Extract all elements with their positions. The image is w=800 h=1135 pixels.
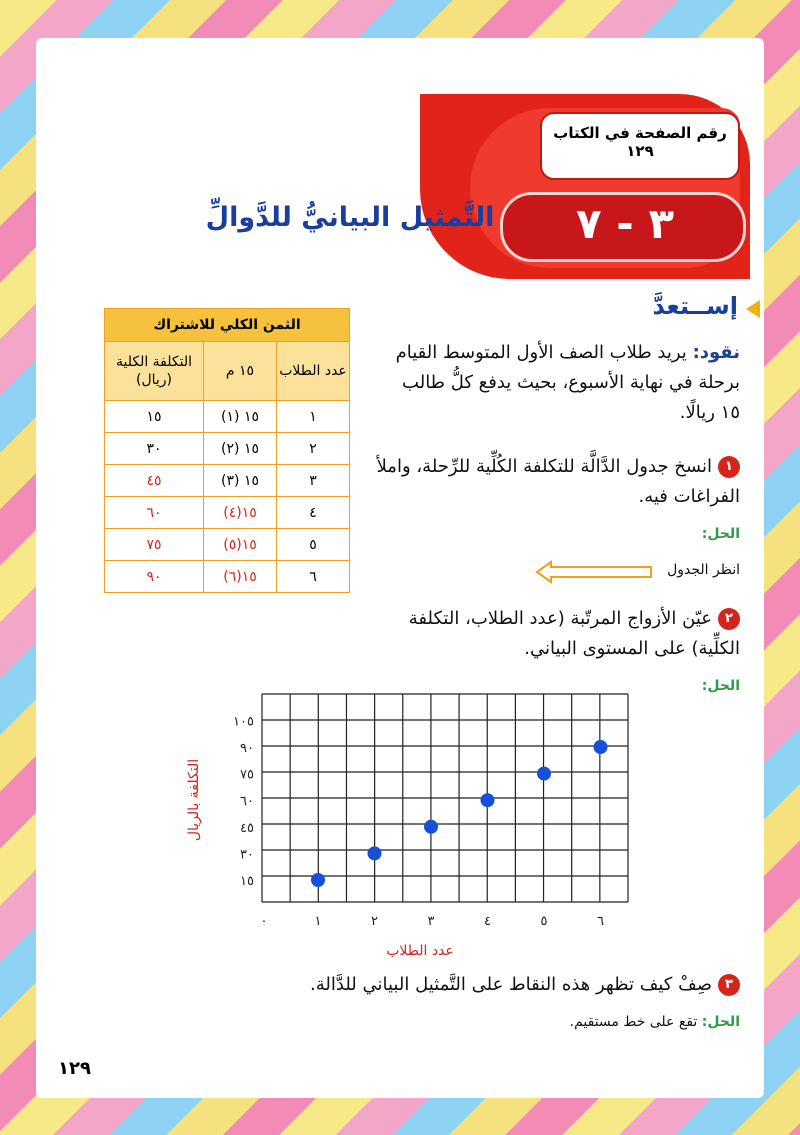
y-tick-label: ٤٥ xyxy=(240,820,254,836)
data-point xyxy=(481,793,495,807)
table-cell: ٥ xyxy=(277,529,350,561)
table-row xyxy=(105,401,350,433)
y-tick-label: ٩٠ xyxy=(240,741,254,756)
book-page-number: ١٢٩ xyxy=(626,142,654,160)
question-3 xyxy=(260,970,740,1000)
y-tick-label: ٣٠ xyxy=(240,847,254,863)
question-3-answer-line xyxy=(440,1014,740,1030)
y-axis-label: التكلفة بالريال xyxy=(186,758,202,842)
subscription-table xyxy=(104,308,350,593)
question-1-answer: انظر الجدول xyxy=(667,562,740,578)
table-cell: ٢ xyxy=(277,433,350,465)
table-cell: ١٥(٦) xyxy=(204,561,277,593)
table-cell: ٣٠ xyxy=(105,433,204,465)
x-tick-label: ٥ xyxy=(540,914,548,929)
question-1-solution-label: الحل: xyxy=(701,526,740,542)
question-2-number: ٢ xyxy=(718,608,740,630)
book-page-label: رقم الصفحة في الكتاب xyxy=(553,124,727,142)
table-row xyxy=(105,433,350,465)
data-point xyxy=(424,820,438,834)
page-number: ١٢٩ xyxy=(58,1058,91,1079)
table-cell: ٧٥ xyxy=(105,529,204,561)
question-1-text: انسخ جدول الدَّالَّة للتكلفة الكُلِّية للرِّحلة، واملأ الفراغات فيه. xyxy=(376,456,740,507)
question-3-solution-label: الحل: xyxy=(701,1014,740,1030)
table-row xyxy=(105,529,350,561)
section-heading: إســتعدَّ xyxy=(652,292,738,320)
table-cell: ١٥ (١) xyxy=(204,401,277,433)
table-row xyxy=(105,465,350,497)
table-row xyxy=(105,497,350,529)
y-tick-label: ١٠٥ xyxy=(233,714,254,730)
table-cell: ٤ xyxy=(277,497,350,529)
data-point xyxy=(311,873,325,887)
table-cell: ٩٠ xyxy=(105,561,204,593)
question-3-text: صِفْ كيف تظهر هذه النقاط على التَّمثيل البياني للدَّالة. xyxy=(310,974,712,995)
table-header-students: عدد الطلاب xyxy=(277,342,350,401)
table-cell: ٤٥ xyxy=(105,465,204,497)
question-1 xyxy=(360,452,740,512)
table-cell: ١٥(٤) xyxy=(204,497,277,529)
table-cell: ١٥ (٣) xyxy=(204,465,277,497)
x-axis-label: عدد الطلاب xyxy=(386,943,454,959)
intro-paragraph xyxy=(390,338,740,428)
cost-scatter-chart xyxy=(170,680,650,970)
x-tick-label: ٢ xyxy=(371,914,378,929)
y-tick-label: ١٥ xyxy=(240,874,254,889)
lesson-header xyxy=(60,94,750,279)
data-point xyxy=(537,767,551,781)
x-tick-label: ٤ xyxy=(484,914,491,929)
question-2-text: عيّن الأزواج المرتّبة (عدد الطلاب، التكلفة الكلِّية) على المستوى البياني. xyxy=(408,608,740,659)
table-cell: ١٥ xyxy=(105,401,204,433)
intro-text: يريد طلاب الصف الأول المتوسط القيام برحلة في نهاية الأسبوع، بحيث يدفع كلُّ طالب ١٥ ريالًا. xyxy=(395,342,740,423)
x-tick-label: ١ xyxy=(314,914,322,929)
data-point xyxy=(594,740,608,754)
section-arrow-icon xyxy=(746,300,760,318)
table-cell: ١٥ (٢) xyxy=(204,433,277,465)
question-1-number: ١ xyxy=(718,456,740,478)
question-2-solution-label: الحل: xyxy=(701,678,740,694)
y-tick-label: ٦٠ xyxy=(240,794,254,810)
arrow-left-icon xyxy=(535,560,655,584)
table-row xyxy=(105,561,350,593)
table-cell: ٦ xyxy=(277,561,350,593)
table-cell: ١ xyxy=(277,401,350,433)
lesson-title: التَّمثيل البيانيُّ للدَّوالِّ xyxy=(205,202,495,233)
book-page-box xyxy=(540,112,740,180)
table-header-rule: ١٥ م xyxy=(204,342,277,401)
x-tick-label: ٣ xyxy=(427,914,435,929)
table-cell: ٣ xyxy=(277,465,350,497)
question-3-answer: تقع على خط مستقيم. xyxy=(569,1014,698,1030)
lesson-number: ٣ - ٧ xyxy=(576,199,674,248)
table-cell: ١٥(٥) xyxy=(204,529,277,561)
question-3-number: ٣ xyxy=(718,974,740,996)
question-2 xyxy=(360,604,740,664)
data-point xyxy=(368,846,382,860)
x-tick-label: ٠ xyxy=(260,914,268,929)
table-cell: ٦٠ xyxy=(105,497,204,529)
x-tick-label: ٦ xyxy=(597,914,604,929)
table-caption: الثمن الكلي للاشتراك xyxy=(105,309,350,342)
y-tick-label: ٧٥ xyxy=(240,767,254,783)
table-header-cost: التكلفة الكلية (ريال) xyxy=(105,342,204,401)
intro-keyword: نقود: xyxy=(692,342,740,363)
